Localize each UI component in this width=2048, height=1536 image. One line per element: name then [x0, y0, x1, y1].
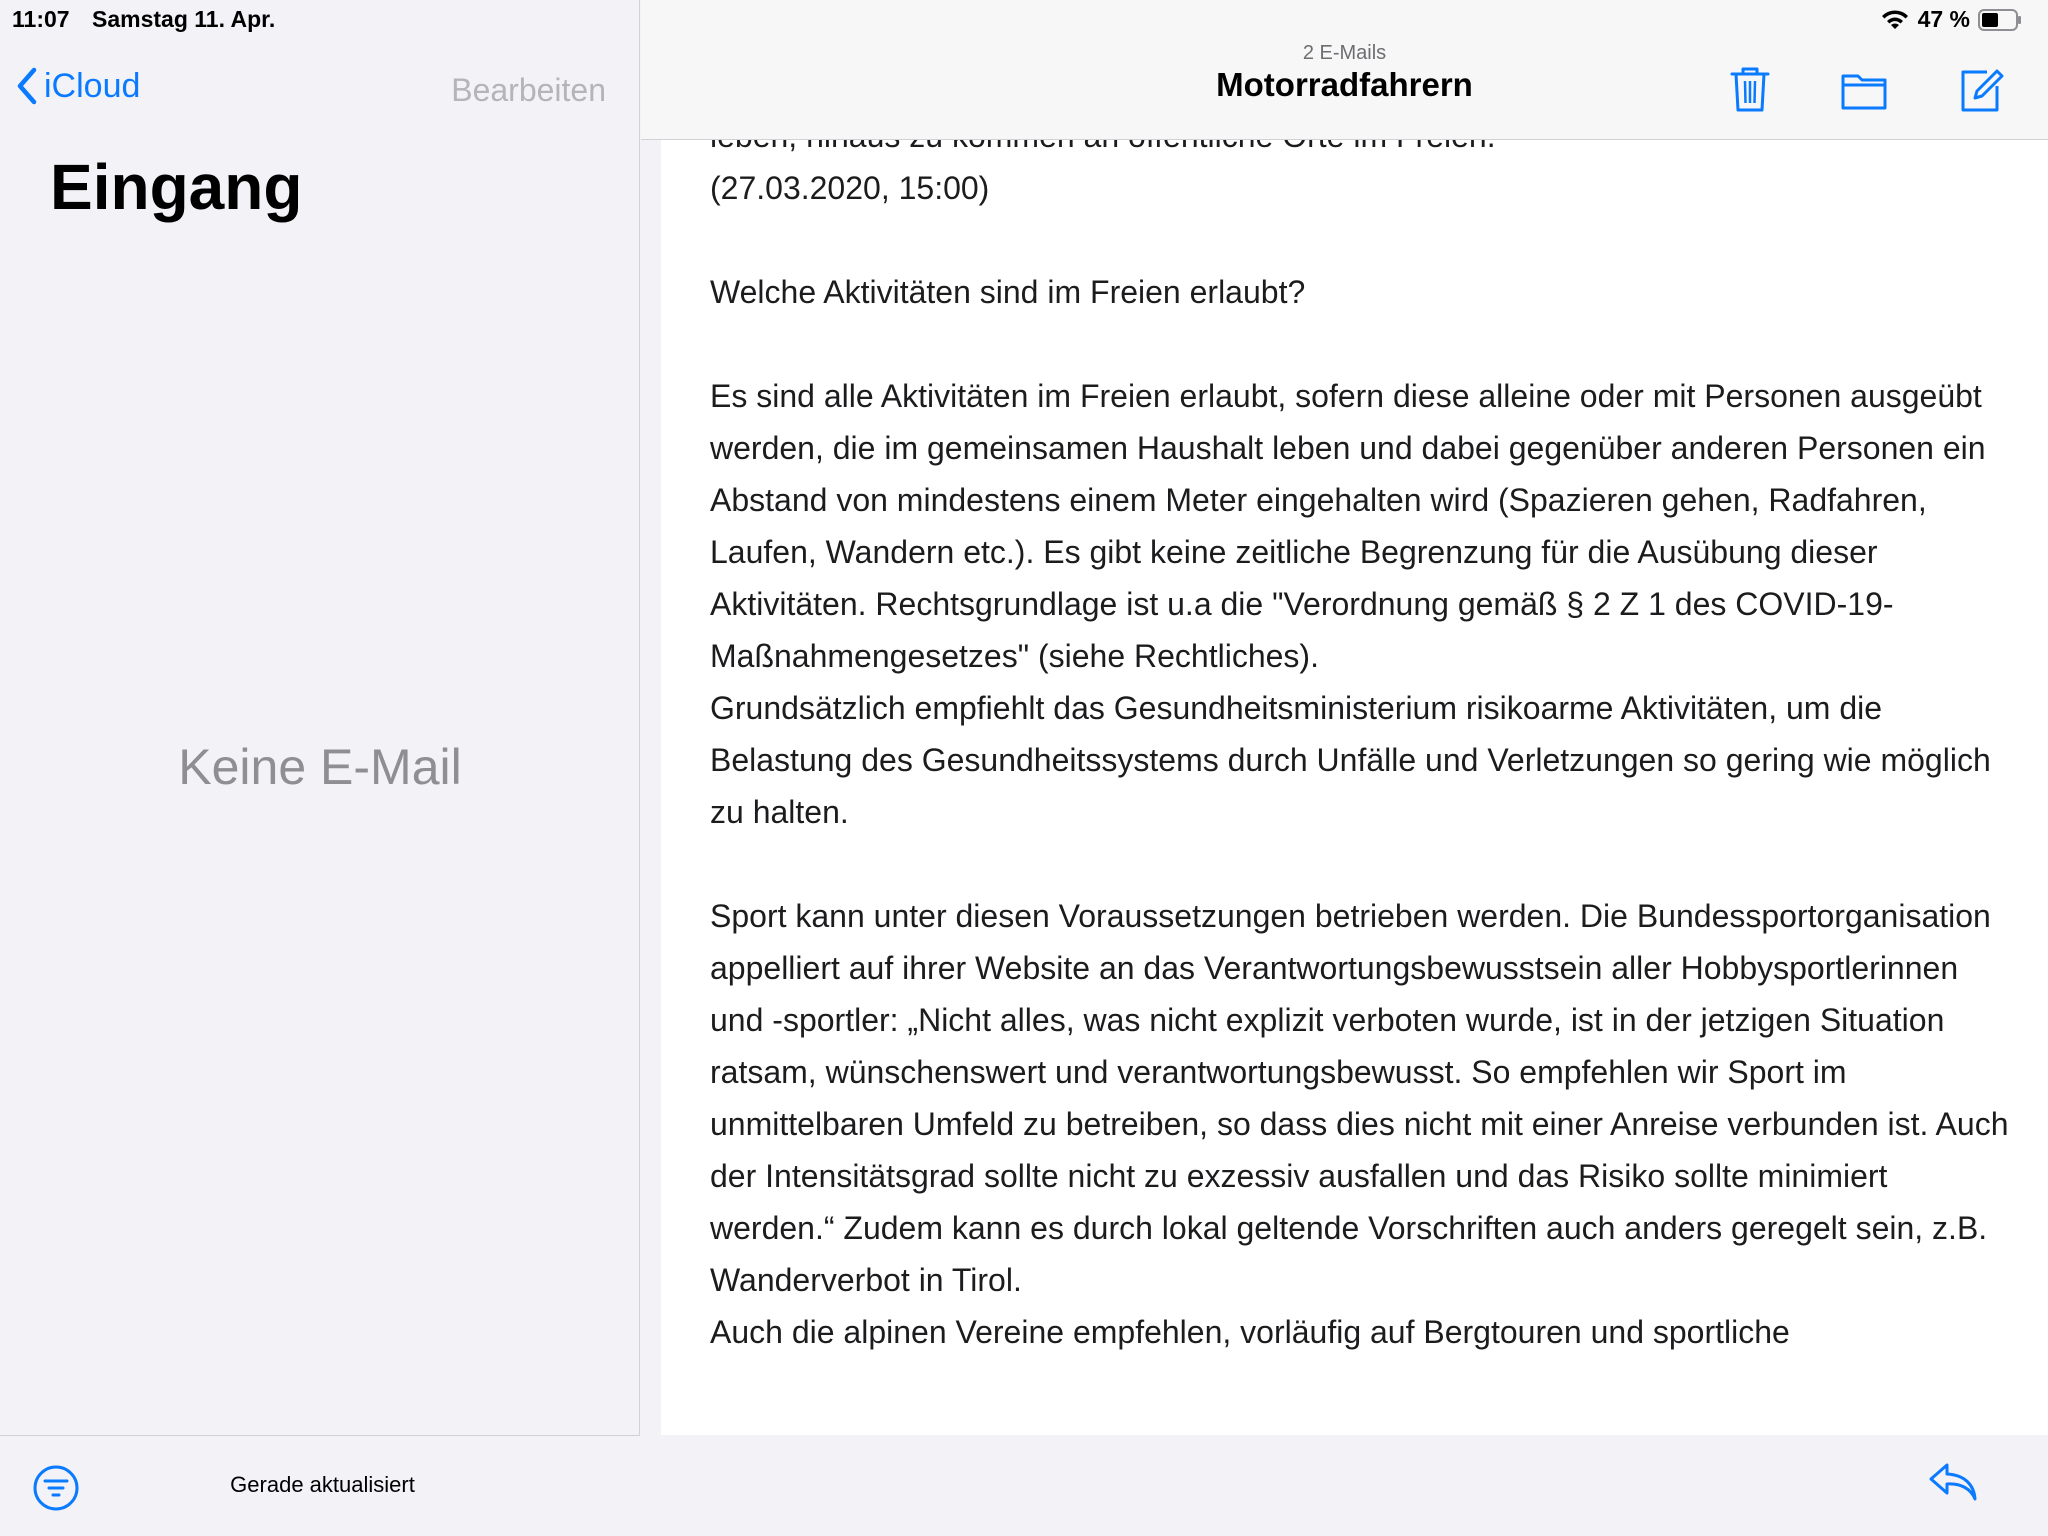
empty-state-text: Keine E-Mail [178, 739, 462, 795]
message-title: Motorradfahrern [1216, 66, 1473, 103]
status-indicators [1880, 6, 2022, 33]
message-bottom-toolbar [641, 1435, 2048, 1536]
trash-icon[interactable] [1726, 64, 1774, 114]
status-time: 11:07 [12, 6, 70, 32]
mailbox-nav-bar [0, 62, 640, 118]
edit-button[interactable]: Bearbeiten [451, 72, 606, 108]
back-button[interactable] [14, 66, 140, 106]
body-timestamp: (27.03.2020, 15:00) [710, 170, 990, 206]
message-pane [641, 0, 2048, 1536]
compose-icon[interactable] [1957, 64, 2005, 114]
body-question: Welche Aktivitäten sind im Freien erlaubt? [710, 274, 1306, 310]
battery-percentage: 47 % [1917, 6, 1970, 32]
page-title: Eingang [50, 151, 303, 223]
body-paragraph: Grundsätzlich empfiehlt das Gesundheitsministerium risikoarme Aktivitäten, um die Belastung des Gesundheitssystems durch Unfälle und Verletzungen so gering wie möglich zu halten. [710, 690, 1991, 830]
folder-icon[interactable] [1840, 64, 1888, 114]
back-button-label: iCloud [44, 66, 141, 105]
chevron-left-icon [14, 66, 38, 106]
message-text [710, 110, 2010, 1358]
status-date: Samstag 11. Apr. [92, 6, 276, 32]
mailbox-pane [0, 0, 640, 1536]
update-status: Gerade aktualisiert [230, 1472, 415, 1497]
status-bar [0, 0, 2048, 40]
message-count: 2 E-Mails [1302, 42, 1387, 64]
reply-icon[interactable] [1927, 1459, 1979, 1503]
body-paragraph: Sport kann unter diesen Voraussetzungen betrieben werden. Die Bundessportorganisation appelliert auf ihrer Website an das Verantwortungsbewusstsein aller Hobbysportlerinnen und -sportler: „Nicht alles, was nicht explizit verboten wurde, ist in der jetzigen Situation ratsam, wünschenswert und verantwortungsbewusst. So empfehlen wir Sport im unmittelbaren Umfeld zu betreiben, so dass dies nicht mit einer Anreise verbunden ist. Auch der Intensitätsgrad sollte nicht zu exzessiv ausfallen und das Risiko sollte minimiert werden.“ Zudem kann es durch lokal geltende Vorschriften auch anders geregelt sein, z.B. Wanderverbot in Tirol. [710, 898, 2009, 1298]
wifi-icon [1880, 9, 1910, 31]
battery-icon [1978, 9, 2022, 31]
body-line: Auch die alpinen Vereine empfehlen, vorläufig auf Bergtouren und sportliche [710, 1314, 1790, 1350]
body-paragraph: Es sind alle Aktivitäten im Freien erlaubt, sofern diese alleine oder mit Personen ausgeübt werden, die im gemeinsamen Haushalt leben und dabei gegenüber anderen Personen ein Abstand von mindestens einem Meter eingehalten wird (Spazieren gehen, Radfahren, Laufen, Wandern etc.). Es gibt keine zeitliche Begrenzung für die Ausübung dieser Aktivitäten. Rechtsgrundlage ist u.a die "Verordnung gemäß § 2 Z 1 des COVID-19-Maßnahmengesetzes" (siehe Rechtliches). [710, 378, 1986, 674]
message-body[interactable] [661, 140, 2048, 1435]
mailbox-bottom-toolbar [0, 1435, 640, 1536]
